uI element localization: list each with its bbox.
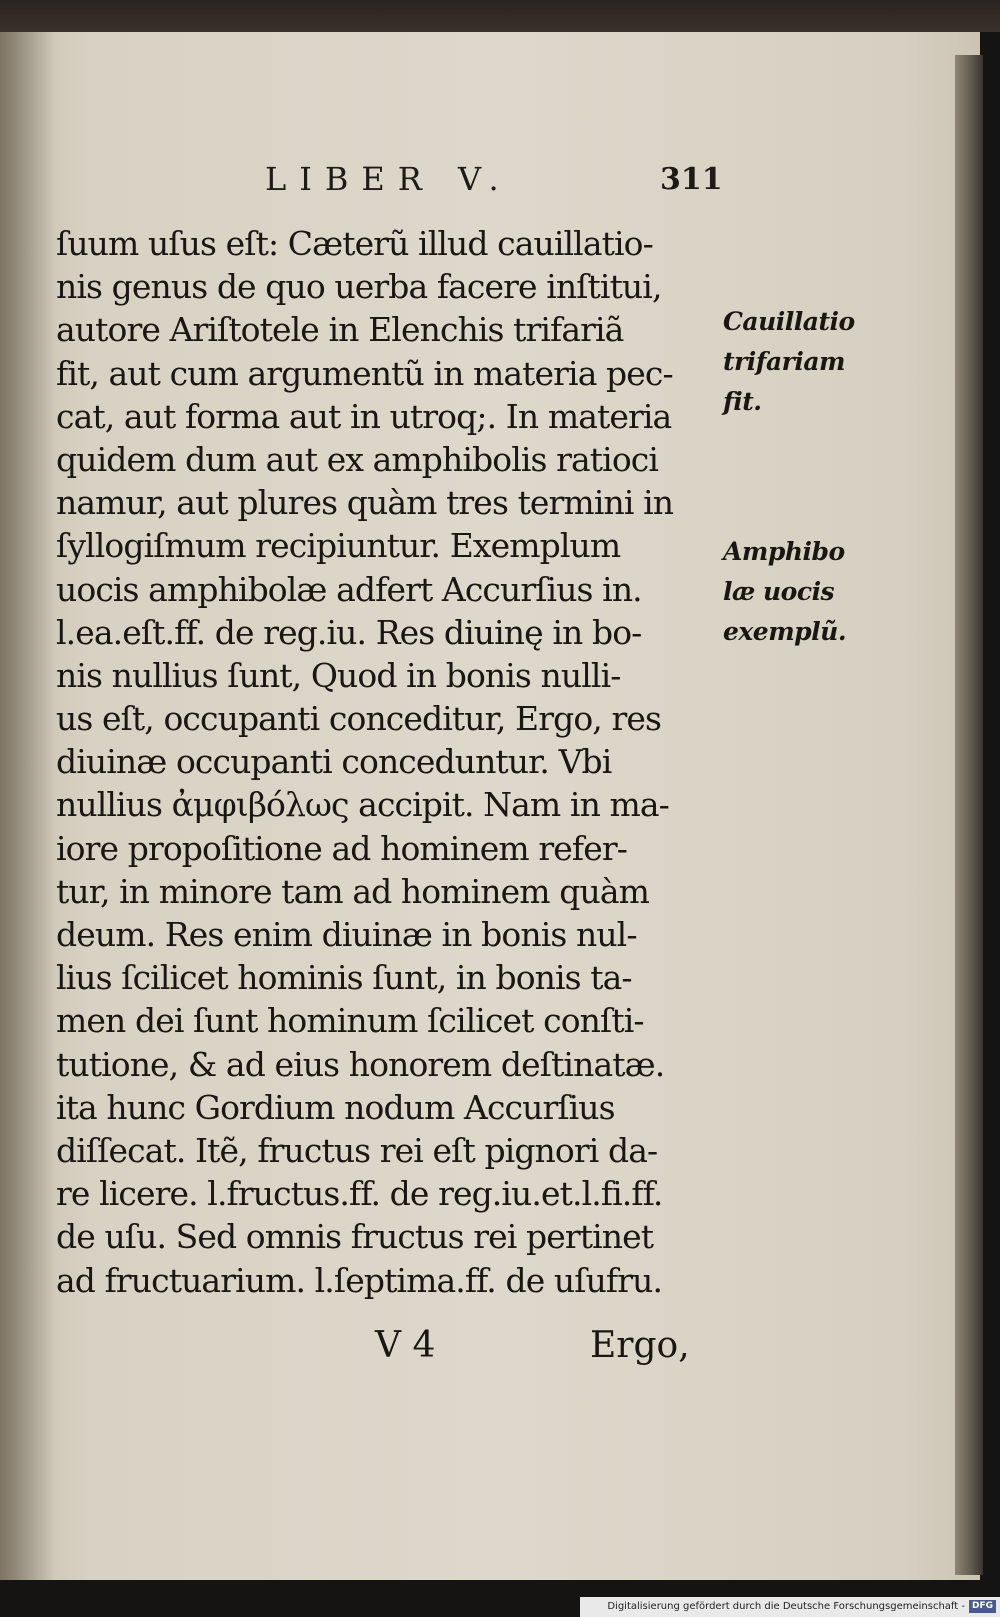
text-line: uocis amphibolæ adfert Accurſius in. — [56, 569, 642, 609]
marginal-line: Amphibo — [723, 537, 845, 566]
marginal-line: trifariam — [723, 347, 845, 376]
text-line: ſuum uſus eſt: Cæterũ illud cauillatio- — [56, 224, 653, 263]
text-line: namur, aut plures quàm tres termini in — [56, 483, 674, 523]
text-line: de uſu. Sed omnis fructus rei pertinet — [56, 1217, 654, 1257]
catchline — [0, 1325, 1000, 1375]
marginal-line: læ uocis — [723, 577, 835, 606]
marginal-note-cauillatio — [723, 302, 873, 422]
text-line: autore Ariſtotele in Elenchis trifariã — [56, 310, 624, 350]
text-line: deum. Res enim diuinæ in bonis nul- — [56, 915, 637, 954]
text-line: diſſecat. Itẽ, fructus rei eſt pignori da- — [56, 1130, 658, 1170]
page-number: 311 — [660, 162, 723, 197]
marginal-line: fit. — [723, 387, 762, 416]
text-line: diuinæ occupanti conceduntur. Vbi — [56, 742, 612, 782]
marginal-line: Cauillatio — [723, 307, 855, 336]
text-line: nis genus de quo uerba facere inſtitui, — [56, 267, 662, 307]
text-line: tutione, & ad eius honorem deſtinatæ. — [56, 1044, 665, 1084]
text-line: lius ſcilicet hominis ſunt, in bonis ta- — [56, 958, 632, 998]
text-line: nis nullius ſunt, Quod in bonis nulli- — [56, 655, 621, 695]
text-line: re licere. l.fructus.ff. de reg.iu.et.l.fi.ff. — [56, 1174, 663, 1214]
signature-mark: V 4 — [375, 1325, 436, 1366]
text-line: tur, in minore tam ad hominem quàm — [56, 871, 649, 911]
text-line: men dei ſunt hominum ſcilicet conſti- — [56, 1001, 644, 1041]
marginal-line: exemplũ. — [723, 617, 847, 646]
marginal-note-amphibolae — [723, 532, 873, 652]
footer-credit: Digitalisierung gefördert durch die Deutsche Forschungsgemeinschaft - — [607, 1601, 965, 1612]
text-line: cat, aut forma aut in utroq;. In materia — [56, 396, 672, 436]
catchword: Ergo, — [590, 1325, 690, 1366]
text-line: l.ea.eſt.ff. de reg.iu. Res diuinę in bo- — [56, 612, 642, 652]
text-line: quidem dum aut ex amphibolis ratioci — [56, 439, 659, 479]
text-line: us eſt, occupanti conceditur, Ergo, res — [56, 699, 662, 739]
text-line: ad fructuarium. l.ſeptima.ff. de uſufru. — [56, 1260, 663, 1300]
text-line: nullius ἀμφιβόλως accipit. Nam in ma- — [56, 785, 669, 825]
body-text — [56, 222, 726, 1302]
running-head: LIBER V. — [265, 160, 512, 198]
text-line: iore propoſitione ad hominem refer- — [56, 828, 627, 868]
text-line: fit, aut cum argumentũ in materia pec- — [56, 353, 673, 393]
dfg-logo: DFG — [969, 1600, 996, 1613]
scan-top-border — [0, 0, 1000, 32]
text-line: ſyllogiſmum recipiuntur. Exemplum — [56, 526, 621, 566]
page-header — [0, 160, 1000, 200]
footer-credit-bar — [580, 1597, 1000, 1617]
text-line: ita hunc Gordium nodum Accurſius — [56, 1087, 615, 1127]
